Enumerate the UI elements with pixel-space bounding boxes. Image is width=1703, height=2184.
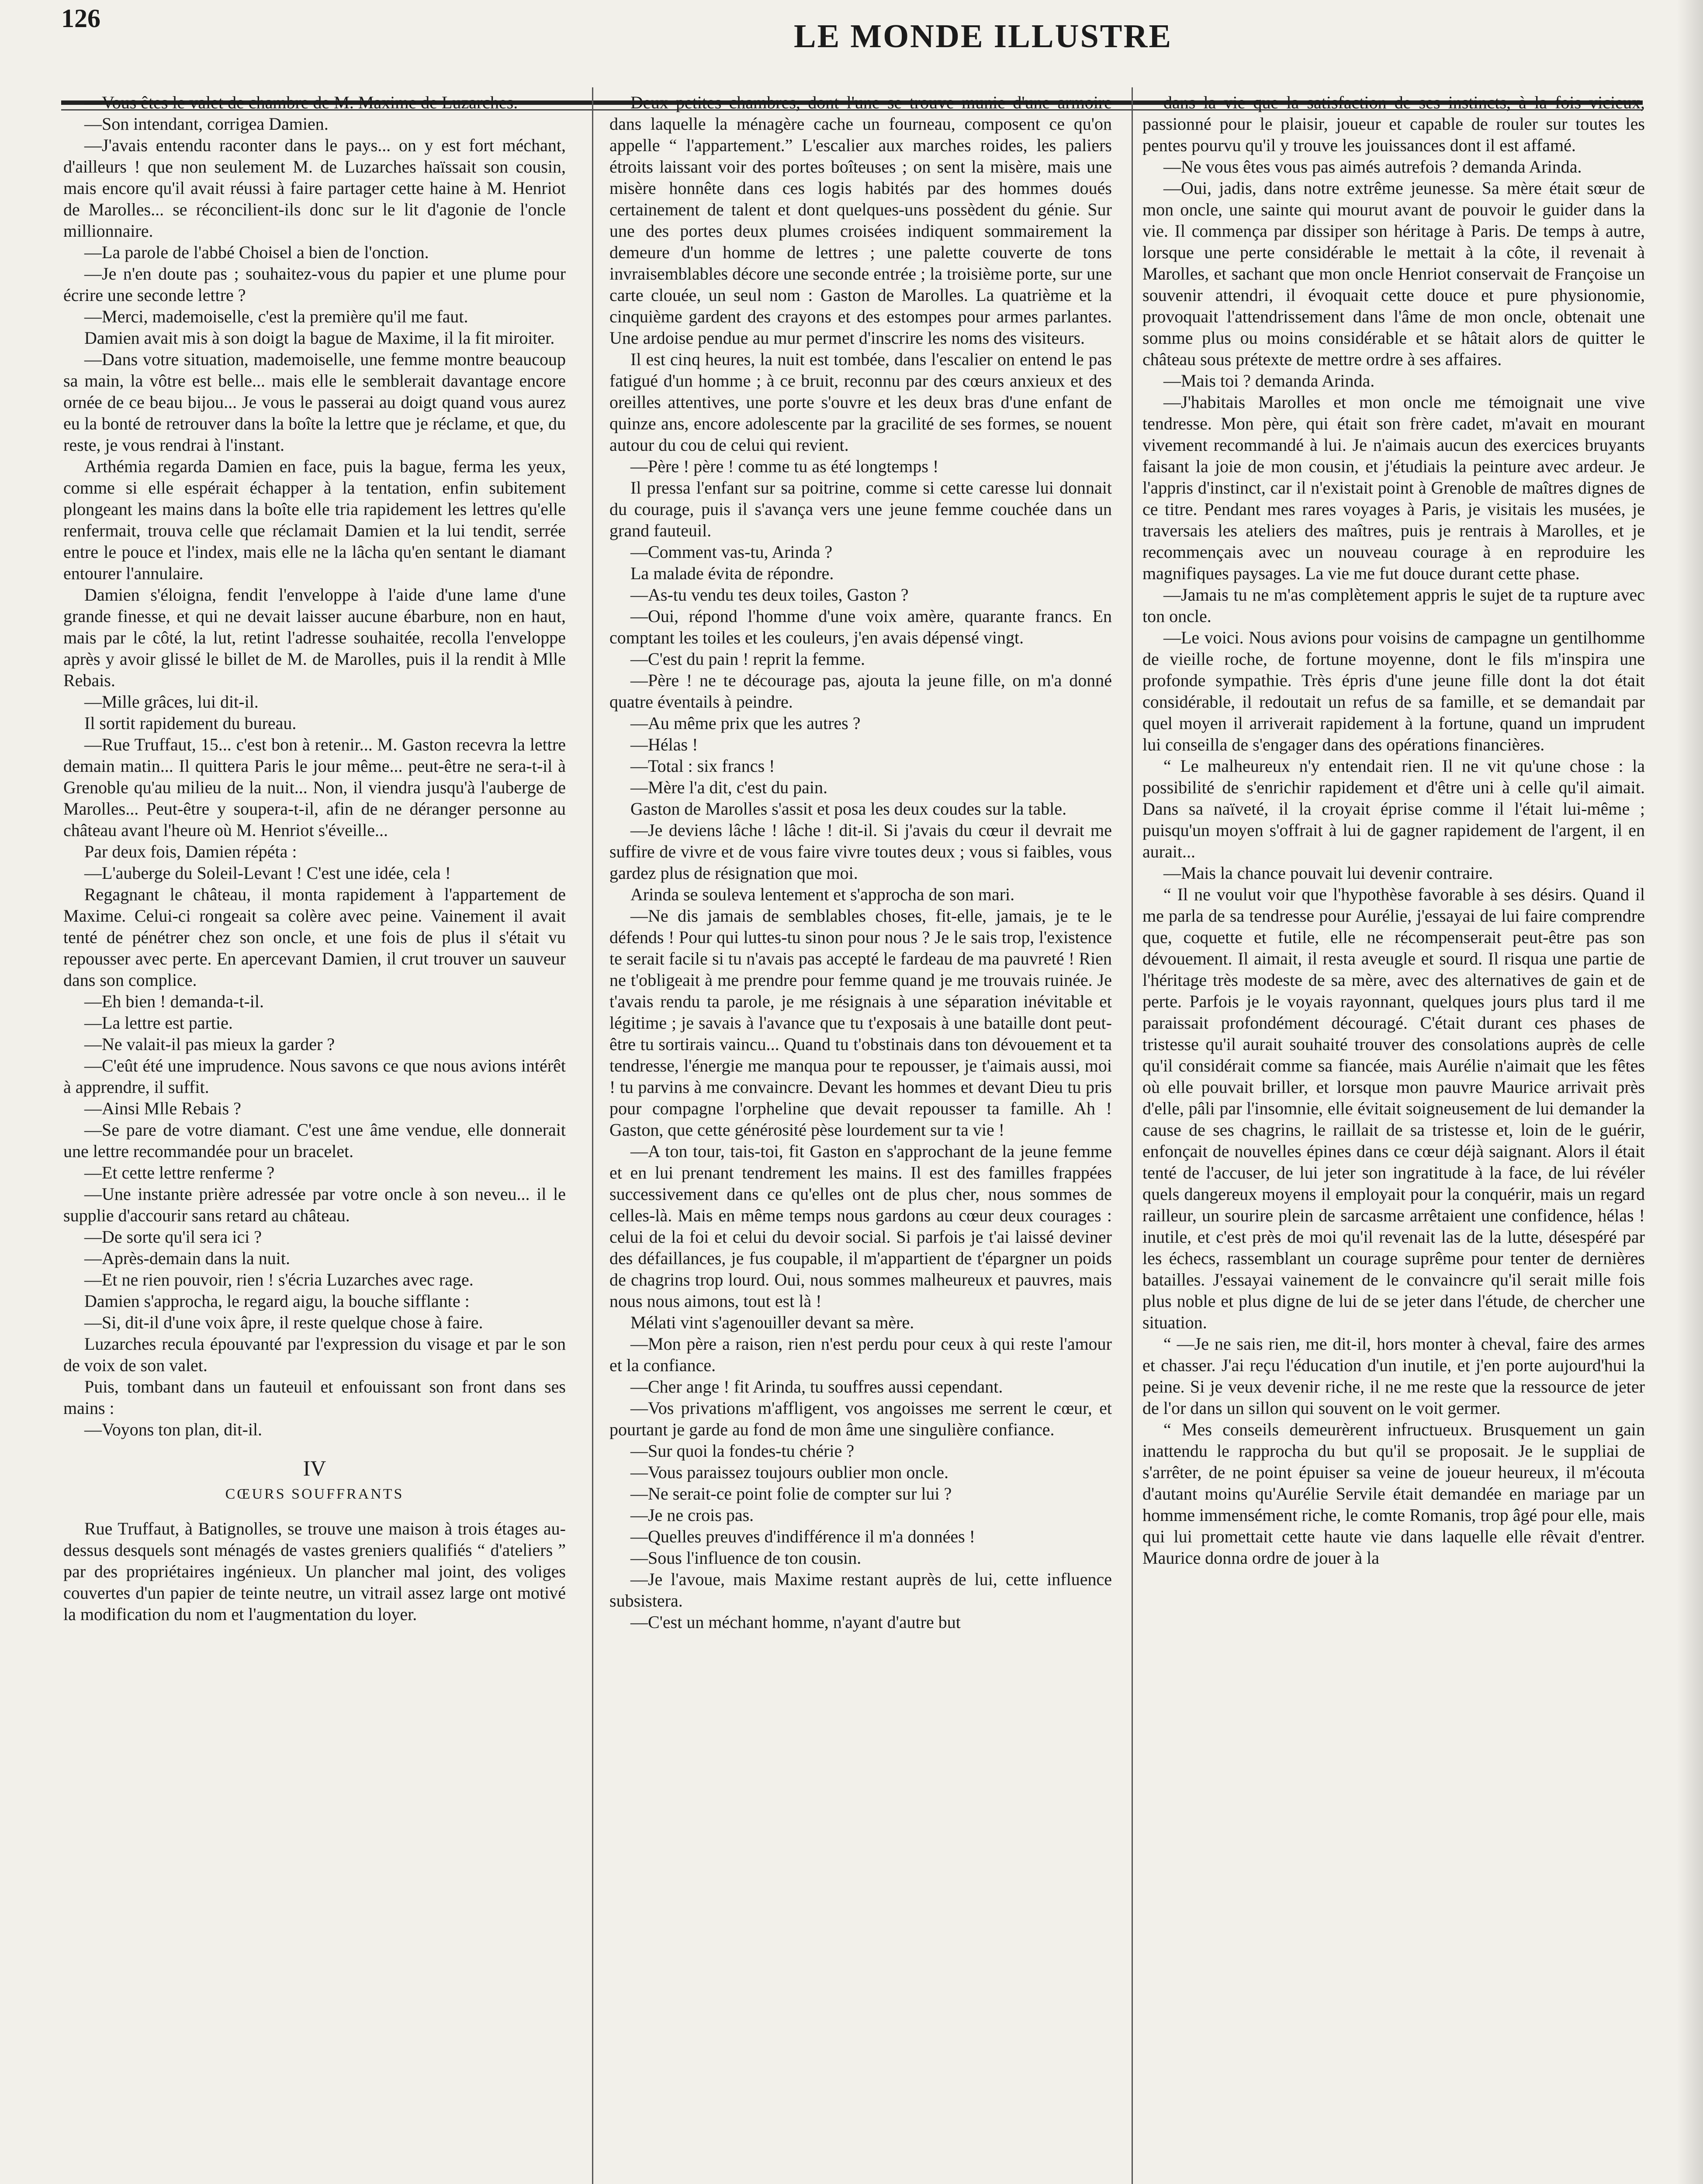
paragraph: “ Le malheureux n'y entendait rien. Il ne vit qu'une chose : la possibilité de s'enrichir rapidement et d'être uni à celle qu'il aimait. Dans sa naïveté, il la croyait éprise comme il l'était lui-même ; puisqu'un moyen s'offrait à lui de gagner rapidement de l'argent, il en aurait... — [1142, 756, 1645, 861]
paragraph: —Je deviens lâche ! lâche ! dit-il. Si j'avais du cœur il devrait me suffire de vivre et de vous faire vivre toutes deux ; vous si faibles, vous gardez plus de résignation que moi. — [609, 820, 1112, 883]
paragraph: —Mère l'a dit, c'est du pain. — [630, 778, 827, 797]
paragraph: —Je ne crois pas. — [630, 1505, 754, 1525]
paragraph: —Jamais tu ne m'as complètement appris le sujet de ta rupture avec ton oncle. — [1142, 585, 1645, 626]
paragraph: Rue Truffaut, à Batignolles, se trouve une maison à trois étages au-dessus desquels sont ménagés de vastes greniers qualifiés “ d'ateliers ” par des propriétaires ingénieux. Un plancher mal joint, des voliges couvertes d'un papier de teinte neutre, un vitrail assez large ont motivé la modification du nom et l'augmentation du loyer. — [63, 1519, 566, 1624]
paragraph: Damien avait mis à son doigt la bague de Maxime, il la fit miroiter. — [84, 328, 555, 348]
paragraph: —Merci, mademoiselle, c'est la première qu'il me faut. — [84, 307, 468, 326]
paragraph: —Hélas ! — [630, 735, 698, 754]
paragraph: —Comment vas-tu, Arinda ? — [630, 542, 833, 562]
paragraph: —L'auberge du Soleil-Levant ! C'est une idée, cela ! — [84, 863, 451, 883]
paragraph: “ Mes conseils demeurèrent infructueux. Brusquement un gain inattendu le rapprocha du but qu'il se proposait. Je le suppliai de s'arrêter, de ne point épuiser sa veine de joueur heureux, il m'écouta d'autant moins qu'Aurélie Servile était demandée en mariage par un homme immensément riche, le comte Romanis, trop âgé pour elle, mais qui lui promettait cette haute vie dans laquelle elle rêvait d'entrer. Maurice donna ordre de jouer à la — [1142, 1420, 1645, 1568]
paragraph: —C'est du pain ! reprit la femme. — [630, 649, 865, 669]
column-3-text — [1142, 92, 1645, 1569]
column-divider-2 — [1132, 87, 1133, 2184]
paragraph: —Vos privations m'affligent, vos angoisses me serrent le cœur, et pourtant je garde au fond de mon âme une singulière confiance. — [609, 1398, 1112, 1439]
column-1-text — [63, 92, 566, 1440]
column-divider-1 — [592, 87, 593, 2184]
paragraph: —Ne serait-ce point folie de compter sur lui ? — [630, 1484, 952, 1503]
paragraph: Regagnant le château, il monta rapidement à l'appartement de Maxime. Celui-ci rongeait sa colère avec peine. Vainement il avait tenté de pénétrer chez son oncle, et une fois de plus il s'était vu repousser avec perte. En apercevant Damien, il crut trouver un sauveur dans son complice. — [63, 885, 566, 990]
paragraph: Arinda se souleva lentement et s'approcha de son mari. — [630, 885, 1015, 904]
paragraph: Deux petites chambres, dont l'une se trouve munie d'une armoire dans laquelle la ménagère cache un fourneau, composent ce qu'on appelle “ l'appartement.” L'escalier aux marches roides, les paliers étroits laissant voir des portes boîteuses ; on sent la misère, mais une misère honnête dans ces logis habités par des hommes doués certainement de talent et dont quelques-uns possèdent du génie. Sur une des portes deux plumes croisées indiquent sommairement la demeure d'un homme de lettres ; une palette couverte de tons invraisemblables décore une seconde entrée ; la troisième porte, sur une carte clouée, un seul nom : Gaston de Marolles. La quatrième et la cinquième gardent des crayons et des estompes pour armes parlantes. Une ardoise pendue au mur permet d'inscrire les noms des visiteurs. — [609, 93, 1112, 348]
paragraph: —Rue Truffaut, 15... c'est bon à retenir... M. Gaston recevra la lettre demain matin... Il quittera Paris le jour même... peut-être ne sera-t-il à Grenoble qu'au milieu de la nuit... Non, il viendra jusqu'à l'auberge de Marolles... Peut-être y soupera-t-il, afin de ne déranger personne au château avant l'heure où M. Henriot s'éveille... — [63, 735, 566, 840]
paragraph: —Sous l'influence de ton cousin. — [630, 1548, 862, 1568]
column-1 — [63, 92, 566, 2184]
paragraph: —Ainsi Mlle Rebais ? — [84, 1099, 241, 1118]
paragraph: —J'habitais Marolles et mon oncle me témoignait une vive tendresse. Mon père, qui était son frère cadet, m'avait en mourant vivement recommandé à lui. Je n'aimais aucun des exercices bruyants faisant la joie de mon cousin, et j'étudiais la peinture avec ardeur. Je l'appris d'instinct, car il n'existait point à Grenoble de maîtres dignes de ce titre. Pendant mes rares voyages à Paris, je visitais les musées, je traversais les ateliers des maîtres, puis je rentrais à Marolles, et je recommençais avec un nouveau courage à en reproduire les magnifiques paysages. La vie me fut douce durant cette phase. — [1142, 392, 1645, 583]
paragraph: “ —Je ne sais rien, me dit-il, hors monter à cheval, faire des armes et chasser. J'ai reçu l'éducation d'un inutile, et j'en porte aujourd'hui la peine. Si je veux devenir riche, il ne me reste que la ressource de jeter de l'or dans un sillon qui souvent on le voit germer. — [1142, 1334, 1645, 1418]
paragraph: —Dans votre situation, mademoiselle, une femme montre beaucoup sa main, la vôtre est belle... mais elle le semblerait davantage encore ornée de ce beau bijou... Je vous le passerai au doigt quand vous aurez eu la bonté de retrouver dans la boîte la lettre que je réclame, et que, du reste, je vous rendrai à l'instant. — [63, 349, 566, 455]
paragraph: —As-tu vendu tes deux toiles, Gaston ? — [630, 585, 909, 605]
paragraph: —C'est un méchant homme, n'ayant d'autre but — [630, 1612, 961, 1632]
paragraph: Arthémia regarda Damien en face, puis la bague, ferma les yeux, comme si elle espérait échapper à la tentation, enfin subitement plongeant les mains dans la boîte elle tria rapidement les lettres qu'elle renfermait, trouva celle que réclamait Damien et la lui tendit, serrée entre le pouce et l'index, mais elle ne la lâcha qu'en sentant le diamant entourer l'annulaire. — [63, 456, 566, 583]
paragraph: Puis, tombant dans un fauteuil et enfouissant son front dans ses mains : — [63, 1377, 566, 1418]
paragraph: Luzarches recula épouvanté par l'expression du visage et par le son de voix de son valet. — [63, 1334, 566, 1375]
paragraph: “ Il ne voulut voir que l'hypothèse favorable à ses désirs. Quand il me parla de sa tendresse pour Aurélie, j'essayai de lui faire comprendre que, coquette et futile, elle ne récompenserait peut-être pas son dévouement. Il aimait, il resta aveugle et sourd. Il risqua une partie de l'héritage très modeste de sa mère, avec des alternatives de gain et de perte. Parfois je le voyais rayonnant, quelques jours plus tard il me paraissait profondément découragé. C'était durant ces phases de tristesse qu'il aurait souhaité trouver des consolations auprès de celle qu'il considérait comme sa fiancée, mais Aurélie n'aimait que les fêtes où elle pouvait briller, et lorsque mon pauvre Maurice arrivait près d'elle, pâli par l'insomnie, elle évitait soigneusement de lui demander la cause de ses chagrins, le raillait de sa tristesse et, loin de le guérir, enfonçait de nouvelles épines dans ce cœur déjà saignant. Alors il était tenté de l'accuser, de lui jeter son ingratitude à la face, de lui révéler quels dangereux moyens il employait pour la conquérir, mais un regard railleur, un sourire plein de sarcasme arrêtaient une confidence, hélas ! inutile, et c'est près de moi qu'il revenait las de la lutte, désespéré par les échecs, rassemblant un courage suprême pour tenter de dernières batailles. J'essayai vainement de le convaincre qu'il serait mille fois plus noble et plus digne de lui de se jeter dans l'étude, de chercher une situation. — [1142, 885, 1645, 1332]
paragraph: —Si, dit-il d'une voix âpre, il reste quelque chose à faire. — [84, 1313, 483, 1332]
paragraph: —Après-demain dans la nuit. — [84, 1248, 290, 1268]
paragraph: —Quelles preuves d'indifférence il m'a données ! — [630, 1527, 975, 1546]
section-number: IV — [303, 1456, 326, 1480]
section-title: CŒURS SOUFFRANTS — [225, 1486, 404, 1502]
paragraph: —Ne valait-il pas mieux la garder ? — [84, 1034, 335, 1054]
paragraph: —Je n'en doute pas ; souhaitez-vous du papier et une plume pour écrire une seconde lettre ? — [63, 264, 566, 305]
paragraph: —J'avais entendu raconter dans le pays... on y est fort méchant, d'ailleurs ! que non seulement M. de Luzarches haïssait son cousin, mais encore qu'il avait réussi à faire partager cette haine à M. Henriot de Marolles... se réconcilient-ils donc sur le lit d'agonie de l'oncle millionnaire. — [63, 135, 566, 241]
paragraph: Il pressa l'enfant sur sa poitrine, comme si cette caresse lui donnait du courage, puis il s'avança vers une jeune femme couchée dans un grand fauteuil. — [609, 478, 1112, 540]
paragraph: —Vous êtes le valet de chambre de M. Maxime de Luzarches. — [84, 93, 518, 112]
paragraph: —Oui, jadis, dans notre extrême jeunesse. Sa mère était sœur de mon oncle, une sainte qui mourut avant de pouvoir le guider dans la vie. Il commença par dissiper son héritage à Paris. De temps à autre, lorsque une perte considérable le mettait à la côte, il revenait à Marolles, et sachant que mon oncle Henriot conservait de Françoise un souvenir attendri, il évoquait cette douce et pure physionomie, provoquait l'attendrissement dans l'âme de mon oncle, obtenait une somme plus ou moins considérable et se hâtait alors de quitter le château sous prétexte de mettre ordre à ses affaires. — [1142, 178, 1645, 369]
paragraph: —Je l'avoue, mais Maxime restant auprès de lui, cette influence subsistera. — [609, 1569, 1112, 1610]
paragraph: —La parole de l'abbé Choisel a bien de l'onction. — [84, 242, 429, 262]
paragraph: —Ne vous êtes vous pas aimés autrefois ? demanda Arinda. — [1163, 157, 1582, 176]
paragraph: —Mon père a raison, rien n'est perdu pour ceux à qui reste l'amour et la confiance. — [609, 1334, 1112, 1375]
paragraph: —Une instante prière adressée par votre oncle à son neveu... il le supplie d'accourir sans retard au château. — [63, 1184, 566, 1225]
paragraph: —Cher ange ! fit Arinda, tu souffres aussi cependant. — [630, 1377, 1003, 1396]
paragraph: —Au même prix que les autres ? — [630, 713, 861, 733]
paragraph: Il est cinq heures, la nuit est tombée, dans l'escalier on entend le pas fatigué d'un homme ; à ce bruit, reconnu par des cœurs anxieux et des oreilles attentives, une porte s'ouvre et les deux bras d'une enfant de quinze ans, encore adolescente par la gracilité de ses formes, se nouent autour du cou de celui qui revient. — [609, 349, 1112, 455]
paragraph: Damien s'approcha, le regard aigu, la bouche sifflante : — [84, 1291, 470, 1311]
paragraph: —C'eût été une imprudence. Nous savons ce que nous avions intérêt à apprendre, il suffit. — [63, 1056, 566, 1097]
paragraph: —Son intendant, corrigea Damien. — [84, 114, 329, 134]
paragraph: —Mais la chance pouvait lui devenir contraire. — [1163, 863, 1493, 883]
paragraph: —Eh bien ! demanda-t-il. — [84, 992, 264, 1011]
paragraph: —Ne dis jamais de semblables choses, fit-elle, jamais, je te le défends ! Pour qui luttes-tu sinon pour nous ? Je le sais trop, l'existence te serait facile si tu n'avais pas accepté le fardeau de ma pauvreté ! Rien ne t'obligeait à me prendre pour femme quand je me trouvais ruinée. Je t'avais rendu ta parole, je me résignais à une séparation inévitable et légitime ; je savais à l'avance que tu t'exposais à une bataille dont peut-être tu sortirais vaincu... Quand tu t'obstinais dans ton dévouement et ta tendresse, l'énergie me manqua pour te repousser, je t'aimais aussi, moi ! tu parvins à me convaincre. Devant les hommes et devant Dieu tu pris pour compagne l'orpheline que devait repousser ta famille. Ah ! Gaston, que cette générosité pèse lourdement sur ta vie ! — [609, 906, 1112, 1140]
paragraph: La malade évita de répondre. — [630, 563, 834, 583]
paragraph: —Et ne rien pouvoir, rien ! s'écria Luzarches avec rage. — [84, 1270, 474, 1289]
paragraph: —Se pare de votre diamant. C'est une âme vendue, elle donnerait une lettre recommandée pour un bracelet. — [63, 1120, 566, 1161]
column-2 — [609, 92, 1112, 2184]
page-edge-shadow — [1677, 0, 1703, 2184]
paragraph: —Et cette lettre renferme ? — [84, 1163, 275, 1182]
column-2-text — [609, 92, 1112, 1633]
paragraph: Par deux fois, Damien répéta : — [84, 842, 297, 861]
paragraph: —De sorte qu'il sera ici ? — [84, 1227, 262, 1247]
paragraph: Damien s'éloigna, fendit l'enveloppe à l'aide d'une lame d'une grande finesse, et qui ne devait laisser aucune ébarbure, non en haut, mais par le côté, la lut, retint l'adresse souhaitée, recolla l'enveloppe après y avoir glissé le billet de M. de Marolles, puis il la rendit à Mlle Rebais. — [63, 585, 566, 690]
paragraph: —Vous paraissez toujours oublier mon oncle. — [630, 1462, 949, 1482]
paragraph: —Le voici. Nous avions pour voisins de campagne un gentilhomme de vieille roche, de fortune moyenne, dont le fils m'inspira une profonde sympathie. Très épris d'une jeune fille dont la dot était considérable, il redoutait un refus de sa famille, et se demandait par quel moyen il arriverait rapidement à la fortune, quand un imprudent lui conseilla de s'engager dans des opérations financières. — [1142, 628, 1645, 754]
paragraph: —Sur quoi la fondes-tu chérie ? — [630, 1441, 855, 1461]
paragraph: —Père ! ne te décourage pas, ajouta la jeune fille, on m'a donné quatre éventails à peindre. — [609, 670, 1112, 712]
paragraph: Il sortit rapidement du bureau. — [84, 713, 297, 733]
column-3 — [1142, 92, 1645, 2184]
column-1-after-text — [63, 1518, 566, 1625]
paragraph: —Mais toi ? demanda Arinda. — [1163, 371, 1375, 390]
paragraph: —Voyons ton plan, dit-il. — [84, 1420, 263, 1439]
paragraph: —La lettre est partie. — [84, 1013, 233, 1033]
paragraph: —A ton tour, tais-toi, fit Gaston en s'approchant de la jeune femme et en lui prenant tendrement les mains. Il est des familles frappées successivement dans ce qu'elles ont de plus cher, nous sommes de celles-là. Mais en même temps nous gardons au cœur deux courages : celui de la foi et celui du devoir social. Si parfois je t'ai laissé deviner des défaillances, je fus coupable, il m'appartient de t'épargner un poids de chagrins trop lourd. Oui, nous sommes malheureux et pauvres, mais nous nous aimons, tout est là ! — [609, 1141, 1112, 1311]
page-number: 126 — [61, 4, 100, 33]
paragraph: Mélati vint s'agenouiller devant sa mère. — [630, 1313, 914, 1332]
paragraph: dans la vie que la satisfaction de ses instincts, à la fois vicieux, passionné pour le plaisir, joueur et capable de rouler sur toutes les pentes pourvu qu'il y trouve les jouissances dont il est affamé. — [1142, 93, 1645, 155]
paragraph: —Total : six francs ! — [630, 756, 775, 776]
paragraph: Gaston de Marolles s'assit et posa les deux coudes sur la table. — [630, 799, 1067, 819]
paragraph: —Mille grâces, lui dit-il. — [84, 692, 259, 712]
paragraph: —Oui, répond l'homme d'une voix amère, quarante francs. En comptant les toiles et les couleurs, j'en avais dépensé vingt. — [609, 606, 1112, 647]
masthead: LE MONDE ILLUSTRE — [793, 18, 1173, 55]
paragraph: —Père ! père ! comme tu as été longtemps ! — [630, 456, 939, 476]
